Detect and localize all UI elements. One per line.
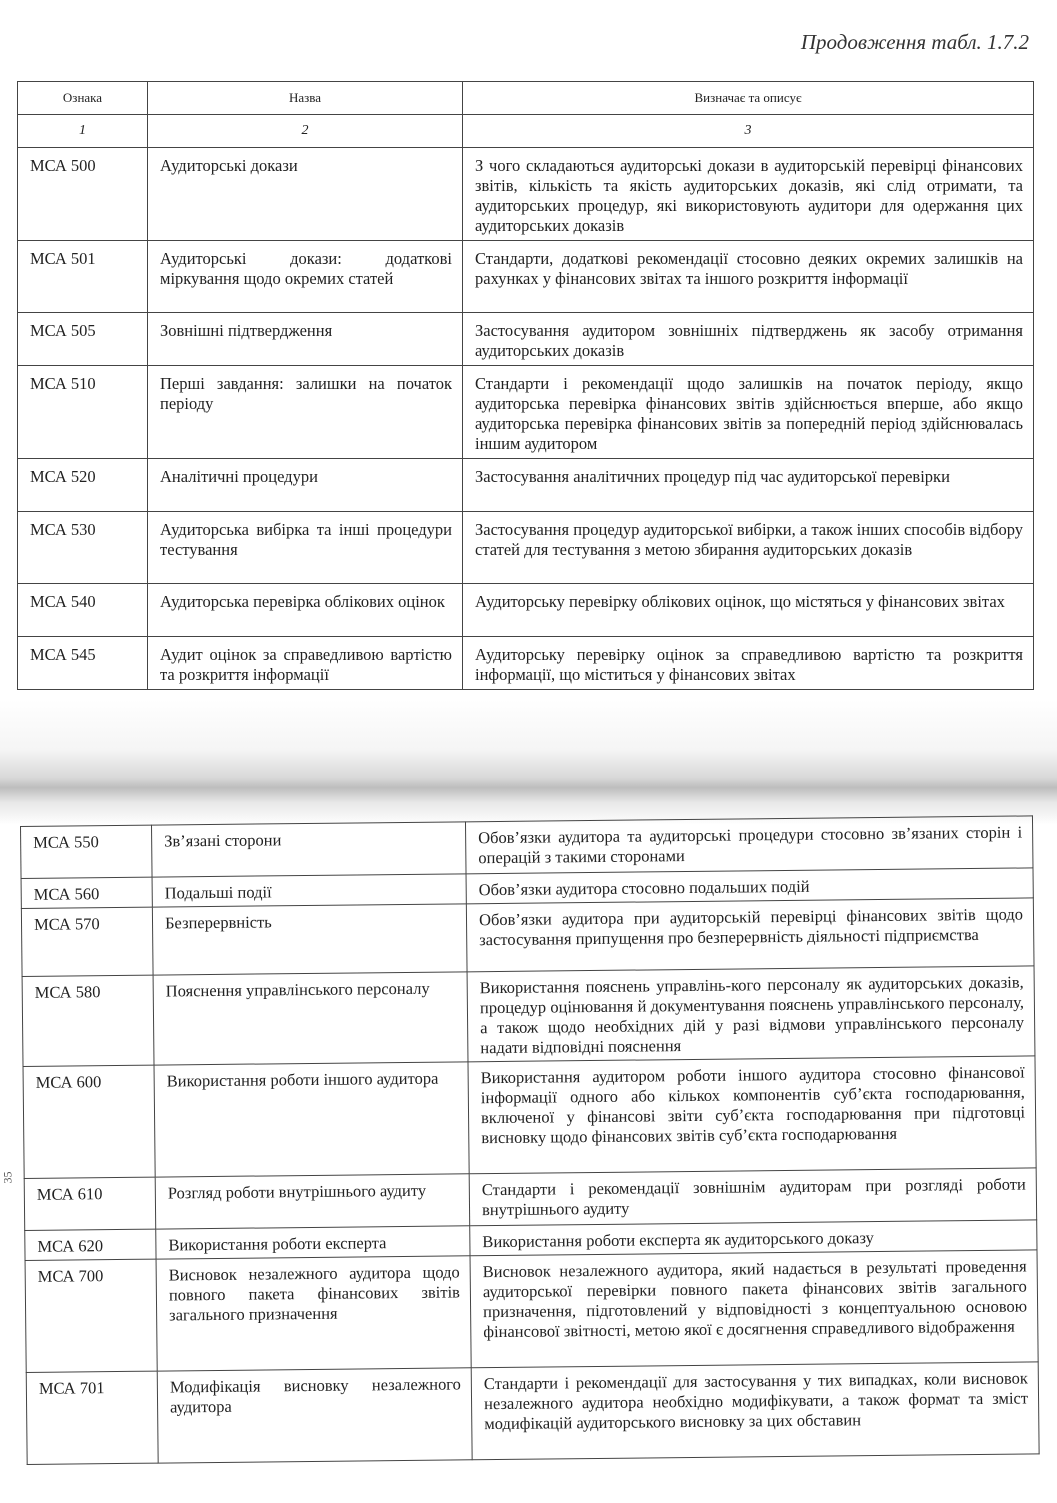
row-code: МСА 570 [21,907,153,976]
row-desc: Використання роботи експерта як аудиторського доказу [470,1220,1037,1256]
column-number: 3 [463,115,1034,148]
row-desc: Стандарти і рекомендації для застосування у тих випадках, коли висновок незалежного аудитора необхідно модифікувати, а також формат та зміст модифікацій аудиторського висновку за цих обставин [471,1362,1039,1460]
row-code: МСА 560 [21,877,152,908]
row-code: МСА 550 [21,825,153,878]
row-name: Модифікація висновку незалежного аудитора [157,1368,472,1463]
table-row [22,966,1035,1067]
row-code: МСА 500 [18,148,148,241]
row-code: МСА 545 [18,637,148,690]
table-row [18,366,1034,459]
row-desc: Обов’язки аудитора стосовно подальших подій [466,868,1033,904]
row-name: Розгляд роботи внутрішнього аудиту [155,1174,470,1229]
row-name: Аналітичні процедури [148,459,463,512]
standards-table-bottom [20,815,1040,1465]
table-row [25,1250,1038,1373]
table-row [18,512,1034,584]
row-desc: Аудиторську перевірку оцінок за справедливою вартістю та розкриття інформації, що міститься у фінансових звітах [463,637,1034,690]
table-row [21,898,1034,977]
table-row [18,584,1034,637]
row-desc: Застосування процедур аудиторської вибірки, а також інших способів відбору статей для тестування з метою збирання аудиторських доказів [463,512,1034,584]
header-name: Назва [148,82,463,115]
row-code: МСА 700 [25,1259,157,1372]
row-name: Перші завдання: залишки на початок періоду [148,366,463,459]
row-name: Висновок незалежного аудитора щодо повного пакета фінансових звітів загального призначення [156,1256,471,1371]
row-code: МСА 520 [18,459,148,512]
row-desc: Стандарти і рекомендації зовнішнім аудиторам при розгляді роботи внутрішнього аудиту [469,1168,1037,1226]
row-name: Безперервність [152,904,467,975]
row-name: Зв’язані сторони [151,822,466,877]
row-code: МСА 580 [22,975,154,1066]
row-code: МСА 510 [18,366,148,459]
table-row [18,459,1034,512]
table-row [18,313,1034,366]
page-number: 35 [0,1171,15,1184]
row-name: Аудиторські докази: додаткові міркування щодо окремих статей [148,241,463,313]
row-desc: Застосування аналітичних процедур під час аудиторської перевірки [463,459,1034,512]
row-name: Використання роботи експерта [156,1226,470,1259]
row-desc: Використання пояснень управлінь-кого персоналу як аудиторських доказів, процедур оцінювання й документування пояснень управлінського персоналу, а також щодо необхідних дій у разі відмови управлінського персоналу надати відповідні пояснення [467,966,1035,1062]
column-number: 1 [18,115,148,148]
row-name: Аудиторські докази [148,148,463,241]
page-gap-shadow [0,700,1057,825]
header-row [18,82,1034,115]
table-row [18,241,1034,313]
row-code: МСА 701 [26,1371,158,1464]
row-desc: Використання аудитором роботи іншого аудитора стосовно фінансової інформації одного або кількох компонентів суб’єкта господарювання, включеної у фінансові звіти суб’єкта господарювання при підготовці висновку щодо фінансових звітів суб’єкта господарювання [468,1056,1036,1174]
row-name: Подальші події [152,874,466,907]
standards-table-top [17,81,1034,690]
row-name: Аудиторська перевірка облікових оцінок [148,584,463,637]
row-name: Зовнішні підтвердження [148,313,463,366]
row-code: МСА 501 [18,241,148,313]
table-row [18,148,1034,241]
row-desc: Застосування аудитором зовнішніх підтверджень як засобу отримання аудиторських доказів [463,313,1034,366]
row-code: МСА 505 [18,313,148,366]
header-desc: Визначає та описує [463,82,1034,115]
table-caption: Продовження табл. 1.7.2 [800,30,1029,54]
column-number: 2 [148,115,463,148]
row-code: МСА 600 [23,1065,155,1178]
row-code: МСА 540 [18,584,148,637]
row-name: Аудиторська вибірка та інші процедури тестування [148,512,463,584]
row-desc: Обов’язки аудитора при аудиторській перевірці фінансових звітів щодо застосування припущення про безперервність діяльності підприємства [466,898,1034,972]
row-name: Аудит оцінок за справедливою вартістю та розкриття інформації [148,637,463,690]
row-code: МСА 530 [18,512,148,584]
row-desc: Стандарти і рекомендації щодо залишків на початок періоду, якщо аудиторська перевірка фінансових звітів здійснюється вперше, або якщо аудиторська перевірка фінансових звітів за попередній період здійснювалась іншим аудитором [463,366,1034,459]
row-desc: Висновок незалежного аудитора, який надається в результаті проведення аудиторської перевірки повного пакета фінансових звітів загального призначення, підготовлений у відповідності з концептуальною основою фінансової звітності, метою якої є досягнення справедливого відображення [470,1250,1038,1368]
row-desc: Аудиторську перевірку облікових оцінок, що містяться у фінансових звітах [463,584,1034,637]
row-desc: Стандарти, додаткові рекомендації стосовно деяких окремих залишків на рахунках у фінансових звітах та іншого розкриття інформації [463,241,1034,313]
row-code: МСА 610 [24,1177,156,1230]
table-row [18,637,1034,690]
column-numbers-row [18,115,1034,148]
table-row [26,1362,1039,1465]
row-name: Використання роботи іншого аудитора [154,1062,469,1177]
row-desc: З чого складаються аудиторські докази в аудиторській перевірці фінансових звітів, кількість та якість аудиторських доказів, які слід отримати, та аудиторських процедур, які використовують аудитори для одержання цих аудиторських доказів [463,148,1034,241]
header-code: Ознака [18,82,148,115]
table-row [23,1056,1036,1179]
row-desc: Обов’язки аудитора та аудиторські процедури стосовно зв’язаних сторін і операцій з такими сторонами [465,816,1033,874]
row-code: МСА 620 [25,1229,156,1260]
row-name: Пояснення управлінського персоналу [153,972,468,1065]
